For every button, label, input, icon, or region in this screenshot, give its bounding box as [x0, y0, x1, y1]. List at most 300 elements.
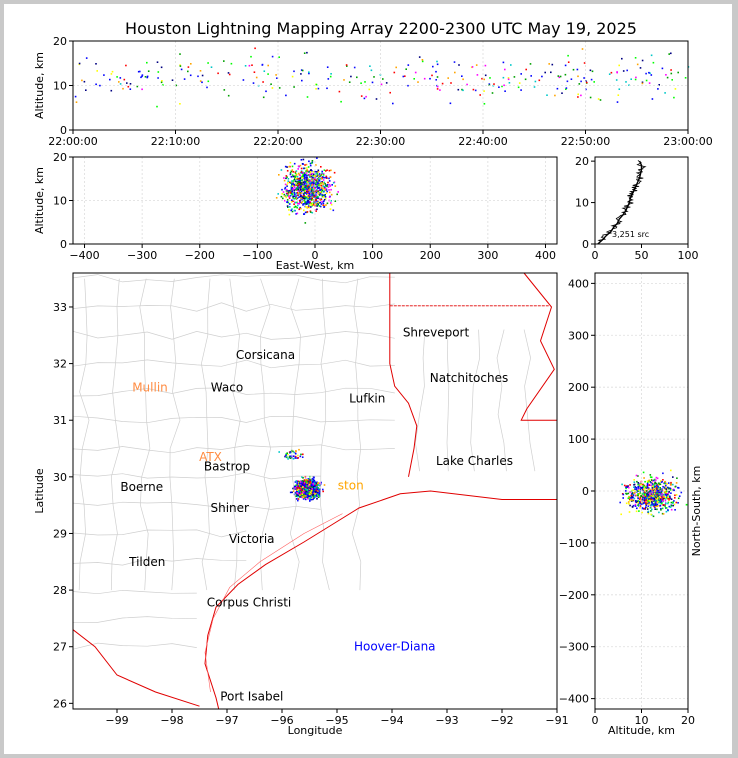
vhf-source-point: [281, 169, 283, 171]
vhf-source-point: [302, 163, 304, 165]
vhf-source-point: [652, 495, 654, 497]
vhf-source-point: [302, 174, 304, 176]
vhf-source-point: [646, 503, 648, 505]
vhf-source-point: [300, 189, 302, 191]
vhf-source-point: [668, 499, 670, 501]
vhf-source-point: [592, 71, 594, 73]
vhf-source-point: [422, 59, 424, 61]
vhf-source-point: [295, 195, 297, 197]
vhf-source-point: [504, 69, 506, 71]
vhf-source-point: [228, 95, 230, 97]
x-tick-label: −94: [380, 714, 404, 727]
vhf-source-point: [179, 103, 181, 105]
vhf-source-point: [300, 481, 302, 483]
vhf-source-point: [331, 194, 333, 196]
vhf-source-point: [337, 191, 339, 193]
vhf-source-point: [664, 506, 666, 508]
vhf-source-point: [311, 488, 313, 490]
y-tick-label: 28: [53, 584, 67, 598]
vhf-source-point: [639, 502, 641, 504]
figure-title: Houston Lightning Mapping Array 2200-2300 UTC May 19, 2025: [125, 19, 637, 38]
city-label: Waco: [210, 380, 244, 395]
vhf-source-point: [243, 79, 245, 81]
vhf-source-point: [625, 490, 627, 492]
vhf-source-point: [571, 78, 573, 80]
vhf-source-point: [509, 82, 511, 84]
vhf-source-point: [475, 90, 477, 92]
vhf-source-point: [645, 506, 647, 508]
vhf-source-point: [394, 72, 396, 74]
vhf-source-point: [652, 98, 654, 100]
vhf-source-point: [554, 95, 556, 97]
x-tick-label: −200: [184, 249, 215, 262]
vhf-source-point: [294, 207, 296, 209]
vhf-source-point: [291, 193, 293, 195]
vhf-source-point: [643, 472, 645, 474]
vhf-source-point: [281, 189, 283, 191]
vhf-source-point: [124, 79, 126, 81]
vhf-source-point: [311, 189, 313, 191]
vhf-source-point: [630, 497, 632, 499]
x-tick-label: −92: [490, 714, 514, 727]
vhf-source-point: [303, 195, 305, 197]
vhf-source-point: [297, 203, 299, 205]
vhf-source-point: [306, 167, 308, 169]
vhf-source-point: [662, 499, 664, 501]
vhf-source-point: [298, 192, 300, 194]
vhf-source-point: [639, 507, 641, 509]
vhf-source-point: [638, 510, 640, 512]
vhf-source-point: [313, 171, 315, 173]
county-boundary: [73, 502, 321, 509]
vhf-source-point: [616, 79, 618, 81]
x-tick-label: 0: [591, 714, 599, 727]
vhf-source-point: [437, 76, 439, 78]
vhf-source-point: [294, 176, 296, 178]
vhf-source-point: [256, 77, 258, 79]
vhf-source-point: [655, 488, 657, 490]
vhf-source-point: [624, 485, 626, 487]
vhf-source-point: [297, 176, 299, 178]
vhf-source-point: [184, 78, 186, 80]
vhf-source-point: [647, 501, 649, 503]
vhf-source-point: [288, 178, 290, 180]
vhf-source-point: [437, 86, 439, 88]
vhf-source-point: [301, 196, 303, 198]
x-tick-label: 100: [677, 249, 699, 262]
vhf-source-point: [157, 61, 159, 63]
vhf-source-point: [667, 496, 669, 498]
vhf-source-point: [309, 198, 311, 200]
vhf-source-point: [276, 77, 278, 79]
vhf-source-point: [249, 65, 251, 67]
vhf-source-point: [655, 482, 657, 484]
vhf-source-point: [493, 83, 495, 85]
vhf-source-point: [633, 484, 635, 486]
vhf-source-point: [283, 191, 285, 193]
y-tick-label: 10: [53, 194, 67, 208]
vhf-source-point: [674, 509, 676, 511]
vhf-source-point: [287, 458, 289, 460]
vhf-source-point: [476, 64, 478, 66]
county-boundary: [73, 275, 395, 283]
vhf-source-point: [508, 79, 510, 81]
vhf-source-point: [618, 94, 620, 96]
vhf-source-point: [208, 81, 210, 83]
county-boundary: [73, 617, 197, 623]
vhf-source-point: [297, 205, 299, 207]
vhf-source-point: [654, 493, 656, 495]
vhf-source-point: [485, 65, 487, 67]
vhf-source-point: [670, 488, 672, 490]
y-tick-label: 29: [53, 527, 67, 541]
vhf-source-point: [636, 508, 638, 510]
vhf-source-point: [656, 509, 658, 511]
vhf-source-point: [447, 77, 449, 79]
y-tick-label: 0: [60, 238, 67, 251]
vhf-source-point: [317, 196, 319, 198]
vhf-source-point: [637, 504, 639, 506]
x-tick-label: −95: [325, 714, 349, 727]
vhf-source-point: [310, 481, 312, 483]
vhf-source-point: [331, 204, 333, 206]
vhf-source-point: [667, 498, 669, 500]
vhf-source-point: [628, 498, 630, 500]
vhf-source-point: [303, 181, 305, 183]
vhf-source-point: [303, 197, 305, 199]
vhf-source-point: [419, 56, 421, 58]
vhf-source-point: [316, 209, 318, 211]
vhf-source-point: [626, 493, 628, 495]
vhf-source-point: [658, 484, 660, 486]
y-tick-label: 32: [53, 357, 67, 371]
vhf-source-point: [312, 196, 314, 198]
vhf-source-point: [650, 510, 652, 512]
x-tick-label: −100: [242, 249, 273, 262]
vhf-source-point: [567, 55, 569, 57]
vhf-source-point: [293, 458, 295, 460]
vhf-source-point: [291, 492, 293, 494]
vhf-source-point: [462, 90, 464, 92]
vhf-source-point: [286, 185, 288, 187]
vhf-source-point: [322, 489, 324, 491]
vhf-source-point: [321, 203, 323, 205]
vhf-source-point: [300, 208, 302, 210]
vhf-source-point: [307, 482, 309, 484]
vhf-source-point: [305, 494, 307, 496]
vhf-source-point: [313, 174, 315, 176]
vhf-source-point: [265, 91, 267, 93]
vhf-source-point: [519, 82, 521, 84]
x-tick-label: 10: [634, 714, 649, 727]
vhf-source-point: [466, 84, 468, 86]
vhf-source-point: [626, 503, 628, 505]
vhf-source-point: [660, 509, 662, 511]
vhf-source-point: [330, 185, 332, 187]
vhf-source-point: [329, 192, 331, 194]
vhf-source-point: [253, 82, 255, 84]
x-tick-label: −98: [160, 714, 184, 727]
vhf-source-point: [228, 72, 230, 74]
city-label: ATX: [199, 450, 222, 465]
vhf-source-point: [650, 474, 652, 476]
vhf-source-point: [629, 498, 631, 500]
vhf-source-point: [302, 454, 304, 456]
vhf-source-point: [304, 177, 306, 179]
vhf-source-point: [670, 53, 672, 55]
vhf-source-point: [671, 505, 673, 507]
vhf-source-point: [641, 488, 643, 490]
vhf-source-point: [631, 499, 633, 501]
vhf-source-point: [437, 88, 439, 90]
vhf-source-point: [291, 201, 293, 203]
vhf-source-point: [675, 88, 677, 90]
vhf-source-point: [676, 482, 678, 484]
vhf-source-point: [283, 177, 285, 179]
vhf-source-point: [304, 190, 306, 192]
vhf-source-point: [284, 188, 286, 190]
vhf-source-point: [262, 81, 264, 83]
vhf-source-point: [655, 504, 657, 506]
vhf-source-point: [432, 66, 434, 68]
vhf-source-point: [312, 492, 314, 494]
vhf-source-point: [640, 499, 642, 501]
vhf-source-point: [76, 101, 78, 103]
vhf-source-point: [302, 456, 304, 458]
vhf-source-point: [324, 177, 326, 179]
county-boundary: [201, 279, 210, 590]
vhf-source-point: [590, 97, 592, 99]
vhf-source-point: [439, 89, 441, 91]
vhf-source-point: [299, 487, 301, 489]
vhf-source-point: [302, 186, 304, 188]
vhf-source-point: [187, 71, 189, 73]
vhf-source-point: [395, 67, 397, 69]
parish-boundary: [471, 330, 480, 472]
y-tick-label: 0: [582, 238, 589, 251]
vhf-source-point: [289, 182, 291, 184]
vhf-source-point: [307, 492, 309, 494]
vhf-source-point: [308, 203, 310, 205]
vhf-source-point: [670, 484, 672, 486]
vhf-source-point: [324, 484, 326, 486]
vhf-source-point: [312, 177, 314, 179]
vhf-source-point: [300, 165, 302, 167]
vhf-source-point: [664, 92, 666, 94]
vhf-source-point: [643, 495, 645, 497]
vhf-source-point: [310, 194, 312, 196]
x-tick-label: −96: [270, 714, 294, 727]
vhf-source-point: [309, 493, 311, 495]
county-boundary: [73, 473, 321, 479]
vhf-source-point: [369, 65, 371, 67]
vhf-source-point: [656, 477, 658, 479]
vhf-source-point: [661, 503, 663, 505]
vhf-source-point: [648, 497, 650, 499]
y-tick-label: 20: [53, 151, 67, 164]
vhf-source-point: [321, 173, 323, 175]
vhf-source-point: [593, 81, 595, 83]
vhf-source-point: [339, 91, 341, 93]
vhf-source-point: [364, 98, 366, 100]
vhf-source-point: [667, 487, 669, 489]
vhf-source-point: [292, 166, 294, 168]
vhf-source-point: [120, 83, 122, 85]
vhf-source-point: [147, 76, 149, 78]
vhf-source-point: [635, 77, 637, 79]
x-tick-label: 20: [681, 714, 695, 727]
vhf-source-point: [479, 94, 481, 96]
vhf-source-point: [635, 505, 637, 507]
city-label: Shiner: [210, 500, 249, 515]
vhf-source-point: [289, 206, 291, 208]
vhf-source-point: [188, 66, 190, 68]
vhf-source-point: [281, 196, 283, 198]
vhf-source-point: [301, 80, 303, 82]
vhf-source-point: [317, 187, 319, 189]
vhf-source-point: [635, 57, 637, 59]
vhf-source-point: [321, 185, 323, 187]
vhf-source-point: [405, 68, 407, 70]
vhf-source-point: [685, 77, 687, 79]
vhf-source-point: [609, 73, 611, 75]
vhf-source-point: [618, 65, 620, 67]
vhf-source-point: [651, 479, 653, 481]
x-tick-label: −91: [545, 714, 569, 727]
vhf-source-point: [323, 174, 325, 176]
vhf-source-point: [254, 48, 256, 50]
vhf-source-point: [628, 503, 630, 505]
vhf-source-point: [295, 178, 297, 180]
vhf-source-point: [323, 179, 325, 181]
vhf-source-point: [642, 507, 644, 509]
vhf-source-point: [670, 492, 672, 494]
vhf-source-point: [281, 193, 283, 195]
vhf-source-point: [217, 73, 219, 75]
vhf-source-point: [116, 76, 118, 78]
vhf-source-point: [297, 457, 299, 459]
vhf-source-point: [298, 165, 300, 167]
vhf-source-point: [81, 80, 83, 82]
vhf-source-point: [128, 86, 130, 88]
vhf-source-point: [278, 451, 280, 453]
vhf-source-point: [652, 505, 654, 507]
vhf-source-point: [655, 479, 657, 481]
vhf-source-point: [580, 95, 582, 97]
vhf-source-point: [651, 509, 653, 511]
vhf-source-point: [638, 482, 640, 484]
vhf-source-point: [349, 81, 351, 83]
county-boundary: [79, 279, 89, 590]
vhf-source-point: [654, 503, 656, 505]
y-tick-label: 300: [568, 329, 589, 343]
vhf-source-point: [628, 501, 630, 503]
vhf-source-point: [628, 493, 630, 495]
vhf-source-point: [321, 182, 323, 184]
vhf-source-point: [289, 190, 291, 192]
y-tick-label: 31: [53, 414, 67, 428]
vhf-source-point: [662, 473, 664, 475]
vhf-source-point: [318, 496, 320, 498]
y-axis-label: Latitude: [33, 468, 46, 514]
vhf-source-point: [673, 97, 675, 99]
vhf-source-point: [361, 95, 363, 97]
vhf-source-point: [323, 185, 325, 187]
vhf-source-point: [179, 53, 181, 55]
vhf-source-point: [372, 82, 374, 84]
x-tick-label: 400: [534, 249, 556, 262]
vhf-source-point: [473, 89, 475, 91]
vhf-source-point: [386, 82, 388, 84]
vhf-source-point: [534, 86, 536, 88]
vhf-source-point: [637, 486, 639, 488]
vhf-source-point: [305, 212, 307, 214]
vhf-source-point: [539, 80, 541, 82]
vhf-source-point: [303, 494, 305, 496]
vhf-source-point: [211, 66, 213, 68]
vhf-source-point: [75, 96, 77, 98]
vhf-source-point: [297, 493, 299, 495]
vhf-source-point: [635, 504, 637, 506]
vhf-source-point: [324, 169, 326, 171]
vhf-source-point: [321, 171, 323, 173]
vhf-source-point: [315, 88, 317, 90]
vhf-source-point: [472, 66, 474, 68]
vhf-source-point: [181, 69, 183, 71]
vhf-source-point: [302, 493, 304, 495]
vhf-source-point: [328, 178, 330, 180]
vhf-source-point: [645, 499, 647, 501]
vhf-source-point: [302, 188, 304, 190]
vhf-source-point: [289, 197, 291, 199]
vhf-source-point: [250, 56, 252, 58]
vhf-source-point: [312, 203, 314, 205]
figure-frame: [4, 4, 732, 754]
vhf-source-point: [293, 71, 295, 73]
vhf-source-point: [142, 74, 144, 76]
vhf-source-point: [330, 76, 332, 78]
vhf-source-point: [376, 98, 378, 100]
vhf-source-point: [535, 81, 537, 83]
vhf-source-point: [458, 64, 460, 66]
vhf-source-point: [436, 61, 438, 63]
parish-boundary: [447, 330, 449, 472]
vhf-source-point: [648, 506, 650, 508]
vhf-source-point: [292, 185, 294, 187]
vhf-source-point: [413, 78, 415, 80]
vhf-source-point: [654, 485, 656, 487]
vhf-source-point: [292, 174, 294, 176]
vhf-source-point: [645, 486, 647, 488]
vhf-source-point: [290, 162, 292, 164]
vhf-source-point: [309, 189, 311, 191]
vhf-source-point: [312, 194, 314, 196]
y-axis-label: Altitude, km: [33, 51, 46, 120]
y-tick-label: 0: [582, 485, 589, 498]
city-label: Shreveport: [402, 325, 470, 340]
vhf-source-point: [311, 184, 313, 186]
vhf-source-point: [634, 481, 636, 483]
vhf-source-point: [546, 94, 548, 96]
city-label: Lufkin: [349, 391, 386, 406]
vhf-source-point: [317, 202, 319, 204]
vhf-source-point: [324, 206, 326, 208]
vhf-source-point: [330, 73, 332, 75]
vhf-source-point: [677, 72, 679, 74]
vhf-source-point: [382, 78, 384, 80]
vhf-source-point: [619, 88, 621, 90]
vhf-source-point: [317, 191, 319, 193]
